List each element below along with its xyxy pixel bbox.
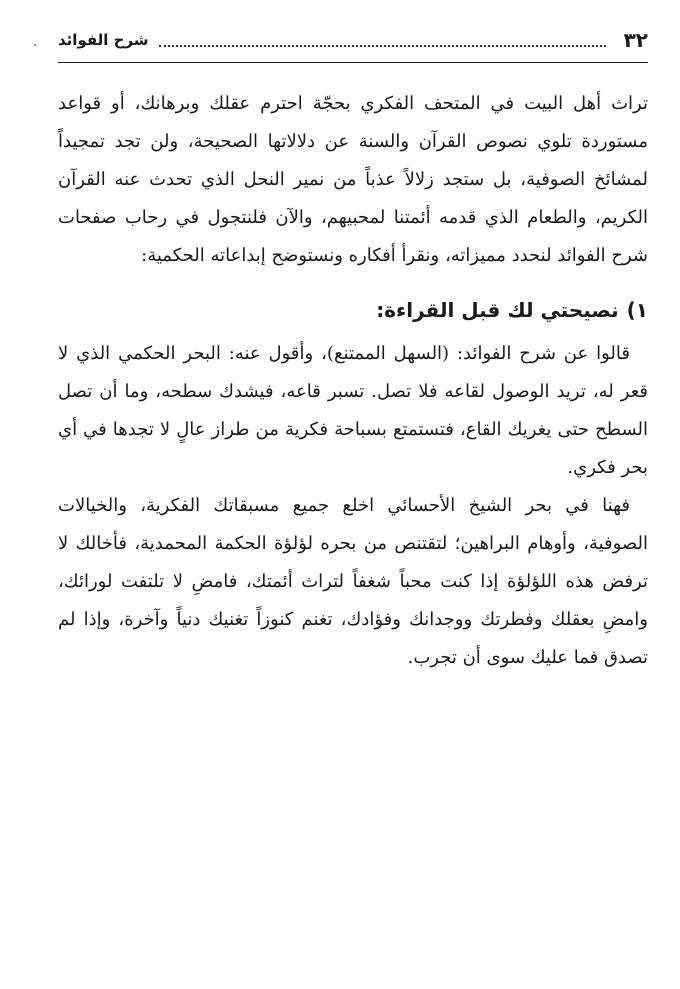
section-title: نصيحتي لك قبل القراءة: [376, 298, 619, 322]
paragraph-advice: قالوا عن شرح الفوائد: (السهل الممتنع)، وأقول عنه: البحر الحكمي الذي لا قعر له، تريد الوصول لقاعه فلا تصل. تسبر قاعه، فيشدك سطحه، وما أن تصل السطح حتى يغريك القاع، فتستمتع بسباحة فكرية من طراز عالٍ لا تجدها في أي بحر فكري. [58, 343, 648, 478]
page-body [58, 85, 648, 677]
margin-mark [34, 44, 36, 46]
paragraph-closing: فهنا في بحر الشيخ الأحسائي اخلع جميع مسبقاتك الفكرية، والخيالات الصوفية، وأوهام البراهين؛ لتقتنص من بحره لؤلؤة الحكمة المحمدية، فأخالك لا ترفض هذه اللؤلؤة إذا كنت محباً شغفاً لتراث أئمتك، فامضِ لا تلتفت لورائك، وامضِ بعقلك وفطرتك ووجدانك وفؤادك، تغنم كنوزاً تغنيك دنياً وآخرة، وإذا لم تصدق فما عليك سوى أن تجرب. [58, 495, 648, 668]
header-rule [58, 62, 648, 63]
paragraph-intro: تراث أهل البيت في المتحف الفكري بحجّة احترم عقلك وبرهانك، أو قواعد مستوردة تلوي نصوص القرآن والسنة عن دلالاتها الصحيحة، ولن تجد تمجيداً لمشائخ الصوفية، بل ستجد زلالاً عذباً من نمير النحل الذي تحدث عنه القرآن الكريم، والطعام الذي قدمه أئمتنا لمحبيهم، والآن فلنتجول في رحاب صفحات شرح الفوائد لنحدد مميزاته، ونقرأ أفكاره ونستوضح إبداعاته الحكمية: [58, 93, 648, 266]
header-dot-leader [159, 33, 606, 47]
section-number: ١) [626, 298, 648, 322]
page-number: ٣٢ [623, 28, 648, 52]
section-heading [58, 291, 648, 329]
book-title: شرح الفوائد [58, 31, 149, 49]
book-page [58, 22, 648, 962]
running-header [58, 22, 648, 58]
